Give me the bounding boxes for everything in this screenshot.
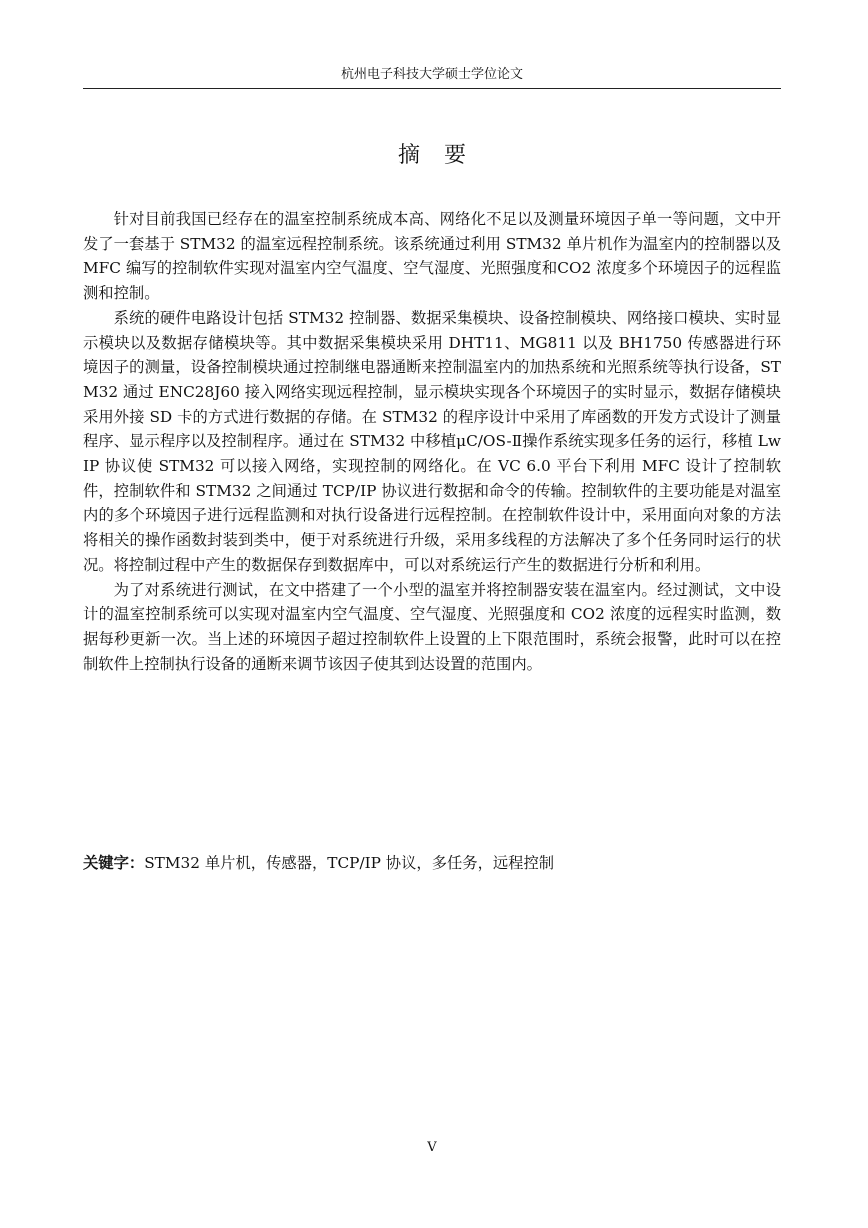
keywords-line — [83, 851, 781, 875]
abstract-title: 摘要 — [397, 143, 490, 168]
abstract-body — [83, 207, 781, 676]
keywords-text: STM32 单片机，传感器，TCP/IP 协议，多任务，远程控制 — [144, 854, 555, 872]
abstract-paragraph-3: 为了对系统进行测试，在文中搭建了一个小型的温室并将控制器安装在温室内。经过测试，文中设计的温室控制系统可以实现对温室内空气温度、空气湿度、光照强度和 CO2 浓度的远程实时监测，数据每秒更新一次。当上述的环境因子超过控制软件上设置的上下限范围时，系统会报警，此时可以在控制软件上控制执行设备的通断来调节该因子使其到达设置的范围内。 — [83, 580, 781, 673]
keywords-label: 关键字： — [83, 854, 145, 872]
abstract-paragraph-1: 针对目前我国已经存在的温室控制系统成本高、网络化不足以及测量环境因子单一等问题，文中开发了一套基于 STM32 的温室远程控制系统。该系统通过利用 STM32 单片机作为温室内的控制器以及 MFC 编写的控制软件实现对温室内空气温度、空气湿度、光照强度和CO2 浓度多个环境因子的远程监测和控制。 — [83, 210, 781, 303]
running-header: 杭州电子科技大学硕士学位论文 — [340, 67, 523, 82]
header-rule — [83, 88, 781, 89]
abstract-paragraph-2: 系统的硬件电路设计包括 STM32 控制器、数据采集模块、设备控制模块、网络接口模块、实时显示模块以及数据存储模块等。其中数据采集模块采用 DHT11、MG811 以及 BH1750 传感器进行环境因子的测量，设备控制模块通过控制继电器通断来控制温室内的加热系统和光照系统等执行设备，STM32 通过 ENC28J60 接入网络实现远程控制，显示模块实现各个环境因子的实时显示，数据存储模块采用外接 SD 卡的方式进行数据的存储。在 STM32 的程序设计中采用了库函数的开发方式设计了测量程序、显示程序以及控制程序。通过在 STM32 中移植μC/OS-Ⅱ操作系统实现多任务的运行，移植 LwIP 协议使 STM32 可以接入网络，实现控制的网络化。在 VC 6.0 平台下利用 MFC 设计了控制软件，控制软件和 STM32 之间通过 TCP/IP 协议进行数据和命令的传输。控制软件的主要功能是对温室内的多个环境因子进行远程监测和对执行设备进行远程控制。在控制软件设计中，采用面向对象的方法将相关的操作函数封装到类中，便于对系统进行升级，采用多线程的方法解决了多个任务同时运行的状况。将控制过程中产生的数据保存到数据库中，可以对系统运行产生的数据进行分析和利用。 — [83, 308, 781, 574]
page-number: V — [427, 1140, 437, 1155]
